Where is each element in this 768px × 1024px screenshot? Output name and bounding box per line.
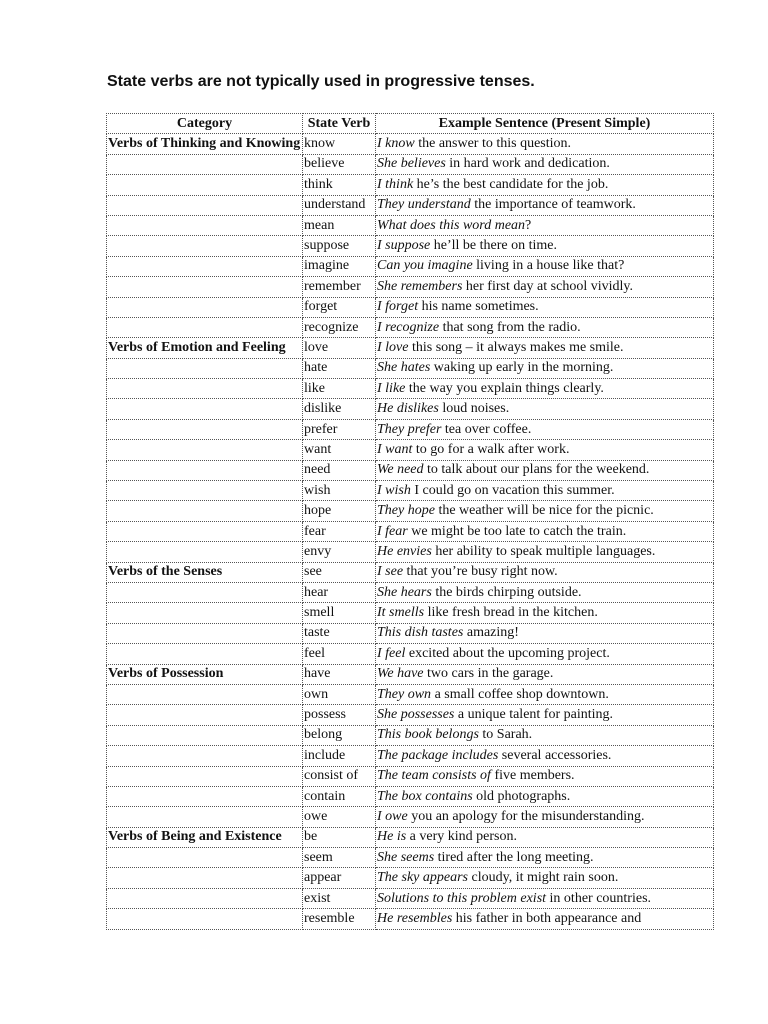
category-cell: [107, 807, 303, 827]
example-subject-verb: They understand: [377, 197, 471, 213]
state-verb-cell: seem: [303, 848, 376, 868]
table-row: [107, 746, 714, 766]
category-cell: Verbs of Emotion and Feeling: [107, 338, 303, 358]
state-verb-cell: be: [303, 827, 376, 847]
example-rest: the birds chirping outside.: [431, 584, 582, 600]
category-cell: [107, 297, 303, 317]
example-subject-verb: I suppose: [377, 238, 431, 254]
table-row: [107, 215, 714, 235]
example-sentence-cell: [376, 460, 714, 480]
example-rest: to talk about our plans for the weekend.: [423, 462, 650, 478]
state-verb-cell: envy: [303, 542, 376, 562]
example-rest: loud noises.: [438, 401, 510, 417]
category-cell: [107, 542, 303, 562]
table-body: [107, 134, 714, 929]
document-title: State verbs are not typically used in progressive tenses.: [107, 73, 535, 90]
example-sentence-cell: [376, 481, 714, 501]
example-rest: waking up early in the morning.: [430, 360, 614, 376]
table-row: [107, 175, 714, 195]
table-row: [107, 562, 714, 582]
state-verb-cell: consist of: [303, 766, 376, 786]
example-subject-verb: He resembles: [377, 910, 453, 926]
table-row: [107, 909, 714, 929]
example-rest: that song from the radio.: [439, 319, 581, 335]
example-subject-verb: I feel: [377, 645, 406, 661]
example-subject-verb: I fear: [377, 523, 408, 539]
state-verb-cell: belong: [303, 725, 376, 745]
state-verb-cell: smell: [303, 603, 376, 623]
state-verb-cell: know: [303, 134, 376, 154]
state-verb-cell: exist: [303, 888, 376, 908]
example-subject-verb: I think: [377, 176, 414, 192]
example-sentence-cell: [376, 175, 714, 195]
category-cell: [107, 725, 303, 745]
example-sentence-cell: [376, 256, 714, 276]
example-subject-verb: She seems: [377, 849, 435, 865]
example-subject-verb: The team consists of: [377, 768, 491, 784]
category-cell: [107, 379, 303, 399]
example-rest: two cars in the garage.: [423, 666, 554, 682]
example-sentence-cell: [376, 440, 714, 460]
example-rest: his father in both appearance and: [452, 910, 642, 926]
example-subject-verb: I love: [377, 339, 409, 355]
table-row: [107, 440, 714, 460]
table-row: [107, 725, 714, 745]
state-verb-cell: imagine: [303, 256, 376, 276]
state-verb-cell: remember: [303, 277, 376, 297]
example-subject-verb: I see: [377, 564, 404, 580]
state-verb-cell: include: [303, 746, 376, 766]
example-rest: a unique talent for painting.: [454, 707, 614, 723]
example-sentence-cell: [376, 888, 714, 908]
example-rest: in hard work and dedication.: [445, 156, 610, 172]
example-sentence-cell: [376, 644, 714, 664]
table-row: [107, 338, 714, 358]
example-rest: cloudy, it might rain soon.: [468, 870, 619, 886]
table-row: [107, 582, 714, 602]
category-cell: [107, 215, 303, 235]
header-state-verb: State Verb: [303, 114, 376, 134]
example-rest: to go for a walk after work.: [412, 441, 570, 457]
state-verb-cell: feel: [303, 644, 376, 664]
state-verb-cell: owe: [303, 807, 376, 827]
category-cell: [107, 317, 303, 337]
table-row: [107, 868, 714, 888]
example-sentence-cell: [376, 766, 714, 786]
category-cell: [107, 256, 303, 276]
example-sentence-cell: [376, 684, 714, 704]
header-example-sentence: Example Sentence (Present Simple): [376, 114, 714, 134]
example-sentence-cell: [376, 215, 714, 235]
table-row: [107, 603, 714, 623]
example-subject-verb: They own: [377, 686, 432, 702]
category-cell: [107, 582, 303, 602]
example-sentence-cell: [376, 582, 714, 602]
category-cell: [107, 521, 303, 541]
example-subject-verb: What does this word mean: [377, 217, 526, 233]
example-rest: several accessories.: [498, 747, 612, 763]
table-row: [107, 419, 714, 439]
state-verb-cell: dislike: [303, 399, 376, 419]
example-subject-verb: We need: [377, 462, 424, 478]
state-verb-cell: mean: [303, 215, 376, 235]
example-sentence-cell: [376, 358, 714, 378]
example-subject-verb: He is: [377, 829, 407, 845]
state-verb-cell: believe: [303, 154, 376, 174]
example-subject-verb: This book belongs: [377, 727, 479, 743]
example-sentence-cell: [376, 317, 714, 337]
table-row: [107, 358, 714, 378]
category-cell: [107, 501, 303, 521]
category-cell: Verbs of the Senses: [107, 562, 303, 582]
table-header-row: [107, 114, 714, 134]
table-row: [107, 644, 714, 664]
state-verb-cell: prefer: [303, 419, 376, 439]
category-cell: [107, 766, 303, 786]
state-verb-cell: fear: [303, 521, 376, 541]
example-rest: you an apology for the misunderstanding.: [407, 808, 645, 824]
example-rest: he’s the best candidate for the job.: [413, 176, 609, 192]
table-row: [107, 521, 714, 541]
example-rest: we might be too late to catch the train.: [407, 523, 627, 539]
example-rest: that you’re busy right now.: [403, 564, 558, 580]
table-row: [107, 848, 714, 868]
category-cell: Verbs of Possession: [107, 664, 303, 684]
state-verb-cell: recognize: [303, 317, 376, 337]
category-cell: [107, 888, 303, 908]
state-verb-cell: hope: [303, 501, 376, 521]
category-cell: [107, 623, 303, 643]
example-sentence-cell: [376, 338, 714, 358]
state-verb-cell: own: [303, 684, 376, 704]
example-subject-verb: They hope: [377, 503, 435, 519]
table-row: [107, 664, 714, 684]
example-subject-verb: She hates: [377, 360, 431, 376]
example-rest: I could go on vacation this summer.: [410, 482, 615, 498]
example-rest: tired after the long meeting.: [434, 849, 594, 865]
example-sentence-cell: [376, 705, 714, 725]
state-verb-cell: like: [303, 379, 376, 399]
table-row: [107, 460, 714, 480]
table-row: [107, 501, 714, 521]
category-cell: [107, 644, 303, 664]
state-verbs-table: [106, 113, 714, 930]
category-cell: [107, 786, 303, 806]
table-row: [107, 195, 714, 215]
state-verb-cell: taste: [303, 623, 376, 643]
table-row: [107, 297, 714, 317]
example-rest: her first day at school vividly.: [462, 278, 633, 294]
example-sentence-cell: [376, 195, 714, 215]
example-subject-verb: I forget: [377, 299, 419, 315]
example-sentence-cell: [376, 154, 714, 174]
category-cell: [107, 277, 303, 297]
example-subject-verb: He envies: [377, 543, 432, 559]
example-subject-verb: We have: [377, 666, 424, 682]
table-row: [107, 236, 714, 256]
state-verb-cell: think: [303, 175, 376, 195]
example-subject-verb: He dislikes: [377, 401, 439, 417]
example-rest: five members.: [490, 768, 575, 784]
example-rest: ?: [525, 217, 532, 233]
state-verb-cell: contain: [303, 786, 376, 806]
example-sentence-cell: [376, 868, 714, 888]
example-subject-verb: I know: [377, 136, 415, 152]
example-rest: like fresh bread in the kitchen.: [424, 605, 598, 621]
example-rest: a very kind person.: [406, 829, 517, 845]
state-verb-cell: have: [303, 664, 376, 684]
example-sentence-cell: [376, 562, 714, 582]
table-row: [107, 827, 714, 847]
table-row: [107, 542, 714, 562]
table-row: [107, 277, 714, 297]
category-cell: [107, 460, 303, 480]
example-subject-verb: I wish: [377, 482, 411, 498]
example-rest: old photographs.: [472, 788, 571, 804]
table-row: [107, 256, 714, 276]
category-cell: [107, 419, 303, 439]
example-subject-verb: She remembers: [377, 278, 463, 294]
example-rest: he’ll be there on time.: [430, 238, 558, 254]
state-verb-cell: want: [303, 440, 376, 460]
example-subject-verb: The sky appears: [377, 870, 468, 886]
example-sentence-cell: [376, 379, 714, 399]
state-verb-cell: resemble: [303, 909, 376, 929]
table-row: [107, 684, 714, 704]
example-rest: a small coffee shop downtown.: [431, 686, 609, 702]
category-cell: [107, 154, 303, 174]
category-cell: Verbs of Being and Existence: [107, 827, 303, 847]
category-cell: [107, 746, 303, 766]
example-sentence-cell: [376, 134, 714, 154]
table-row: [107, 317, 714, 337]
state-verb-cell: hate: [303, 358, 376, 378]
example-subject-verb: Can you imagine: [377, 258, 473, 274]
example-sentence-cell: [376, 297, 714, 317]
example-sentence-cell: [376, 664, 714, 684]
category-cell: [107, 603, 303, 623]
example-subject-verb: She possesses: [377, 707, 455, 723]
example-rest: living in a house like that?: [472, 258, 625, 274]
example-sentence-cell: [376, 501, 714, 521]
example-subject-verb: It smells: [377, 605, 425, 621]
table-row: [107, 705, 714, 725]
example-subject-verb: I want: [377, 441, 413, 457]
example-rest: amazing!: [463, 625, 519, 641]
state-verb-cell: wish: [303, 481, 376, 501]
example-subject-verb: She believes: [377, 156, 446, 172]
state-verb-cell: possess: [303, 705, 376, 725]
table-row: [107, 154, 714, 174]
example-rest: the importance of teamwork.: [470, 197, 636, 213]
category-cell: [107, 358, 303, 378]
example-sentence-cell: [376, 236, 714, 256]
state-verb-cell: love: [303, 338, 376, 358]
example-sentence-cell: [376, 399, 714, 419]
example-sentence-cell: [376, 786, 714, 806]
state-verb-cell: suppose: [303, 236, 376, 256]
example-rest: the weather will be nice for the picnic.: [434, 503, 654, 519]
example-sentence-cell: [376, 277, 714, 297]
category-cell: [107, 848, 303, 868]
example-sentence-cell: [376, 419, 714, 439]
example-sentence-cell: [376, 848, 714, 868]
table-row: [107, 399, 714, 419]
example-sentence-cell: [376, 725, 714, 745]
example-subject-verb: The box contains: [377, 788, 473, 804]
example-subject-verb: I like: [377, 380, 406, 396]
category-cell: [107, 684, 303, 704]
category-cell: [107, 399, 303, 419]
table-row: [107, 807, 714, 827]
category-cell: [107, 236, 303, 256]
example-rest: this song – it always makes me smile.: [408, 339, 624, 355]
state-verb-cell: need: [303, 460, 376, 480]
category-cell: [107, 909, 303, 929]
category-cell: Verbs of Thinking and Knowing: [107, 134, 303, 154]
table-row: [107, 888, 714, 908]
example-rest: tea over coffee.: [441, 421, 532, 437]
example-rest: excited about the upcoming project.: [405, 645, 610, 661]
example-subject-verb: The package includes: [377, 747, 499, 763]
category-cell: [107, 440, 303, 460]
state-verb-cell: understand: [303, 195, 376, 215]
example-sentence-cell: [376, 909, 714, 929]
example-sentence-cell: [376, 623, 714, 643]
example-rest: in other countries.: [546, 890, 652, 906]
example-sentence-cell: [376, 827, 714, 847]
example-subject-verb: Solutions to this problem exist: [377, 890, 547, 906]
example-subject-verb: This dish tastes: [377, 625, 464, 641]
header-category: Category: [107, 114, 303, 134]
category-cell: [107, 705, 303, 725]
table-row: [107, 379, 714, 399]
example-sentence-cell: [376, 807, 714, 827]
category-cell: [107, 868, 303, 888]
state-verb-cell: hear: [303, 582, 376, 602]
category-cell: [107, 195, 303, 215]
example-sentence-cell: [376, 521, 714, 541]
example-sentence-cell: [376, 542, 714, 562]
example-rest: his name sometimes.: [418, 299, 539, 315]
table-row: [107, 766, 714, 786]
example-subject-verb: I recognize: [377, 319, 440, 335]
table-row: [107, 481, 714, 501]
example-sentence-cell: [376, 603, 714, 623]
example-subject-verb: I owe: [377, 808, 408, 824]
state-verb-cell: appear: [303, 868, 376, 888]
example-rest: to Sarah.: [478, 727, 533, 743]
category-cell: [107, 481, 303, 501]
state-verb-cell: see: [303, 562, 376, 582]
table-row: [107, 786, 714, 806]
state-verb-cell: forget: [303, 297, 376, 317]
example-rest: the way you explain things clearly.: [405, 380, 604, 396]
category-cell: [107, 175, 303, 195]
example-sentence-cell: [376, 746, 714, 766]
table-row: [107, 623, 714, 643]
table-row: [107, 134, 714, 154]
example-rest: her ability to speak multiple languages.: [431, 543, 656, 559]
example-rest: the answer to this question.: [414, 136, 572, 152]
example-subject-verb: She hears: [377, 584, 432, 600]
example-subject-verb: They prefer: [377, 421, 442, 437]
